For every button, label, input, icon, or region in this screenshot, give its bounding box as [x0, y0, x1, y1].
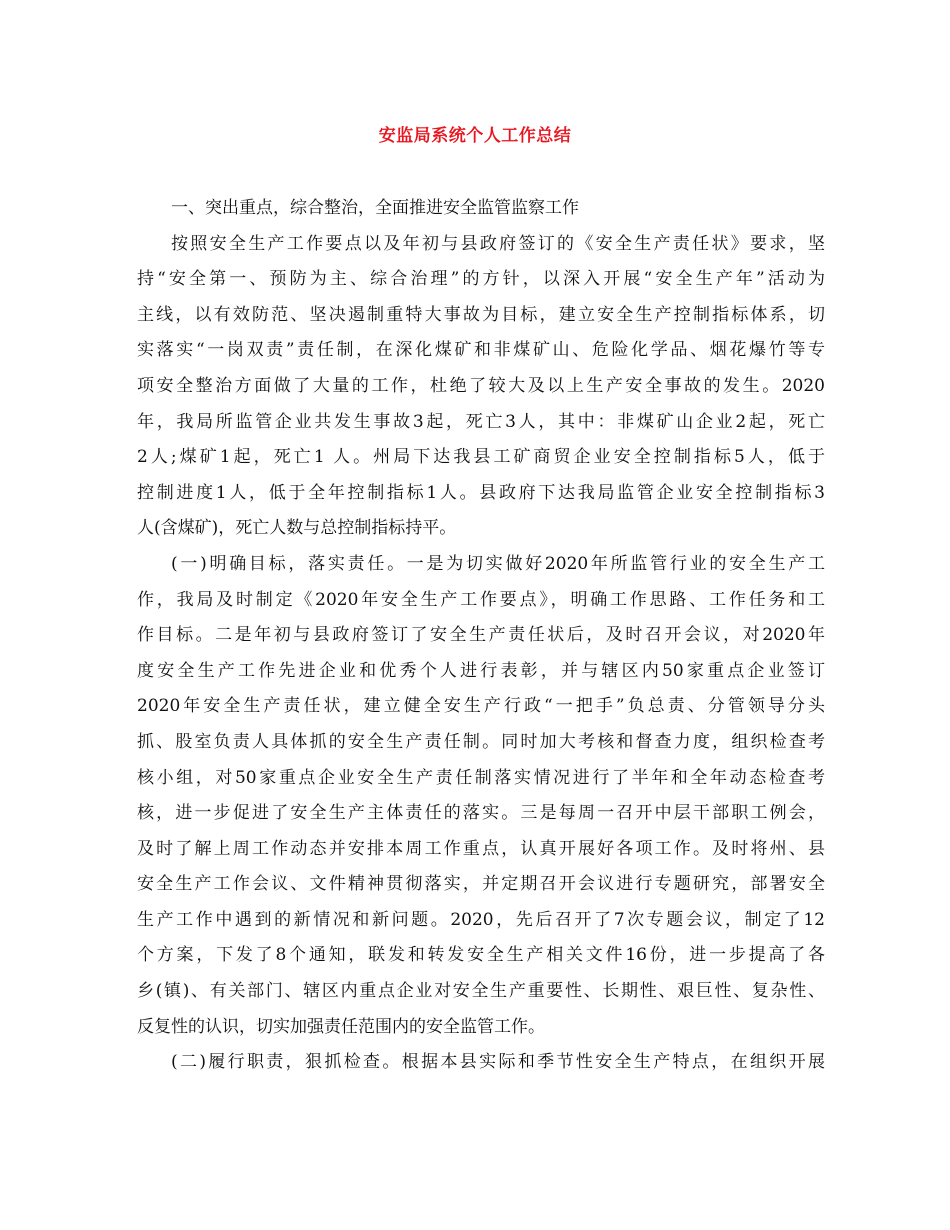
body-text-line: 核，进一步促进了安全生产主体责任的落实。三是每周一召开中层干部职工例会， [137, 803, 825, 824]
body-text-line: 人(含煤矿)，死亡人数与总控制指标持平。 [137, 518, 457, 539]
body-text-line: 年，我局所监管企业共发生事故3起，死亡3人，其中：非煤矿山企业2起，死亡 [137, 411, 825, 432]
body-text-line: 控制进度1人，低于全年控制指标1人。县政府下达我局监管企业安全控制指标3 [137, 482, 825, 503]
body-text-line: 2020年安全生产责任状，建立健全安生产行政“一把手”负总责、分管领导分头 [137, 696, 825, 717]
body-text-line: 度安全生产工作先进企业和优秀个人进行表彰，并与辖区内50家重点企业签订 [137, 660, 825, 681]
body-text-line: 作，我局及时制定《2020年安全生产工作要点》，明确工作思路、工作任务和工 [137, 589, 825, 610]
body-text-line: 主线，以有效防范、坚决遏制重特大事故为目标，建立安全生产控制指标体系，切 [137, 304, 825, 325]
body-text-line: 作目标。二是年初与县政府签订了安全生产责任状后，及时召开会议，对2020年 [137, 625, 825, 646]
body-text-line: 实落实“一岗双责”责任制，在深化煤矿和非煤矿山、危险化学品、烟花爆竹等专 [137, 340, 825, 361]
body-text-line: 及时了解上周工作动态并安排本周工作重点，认真开展好各项工作。及时将州、县 [137, 838, 825, 859]
body-text-line: 生产工作中遇到的新情况和新问题。2020，先后召开了7次专题会议，制定了12 [137, 909, 825, 930]
body-text-line: 乡(镇)、有关部门、辖区内重点企业对安全生产重要性、长期性、艰巨性、复杂性、 [137, 981, 825, 1002]
body-text-line: 持“安全第一、预防为主、综合治理”的方针，以深入开展“安全生产年”活动为 [137, 269, 825, 290]
body-text-line: 按照安全生产工作要点以及年初与县政府签订的《安全生产责任状》要求，坚 [171, 233, 825, 254]
body-text-line: 抓、股室负责人具体抓的安全生产责任制。同时加大考核和督查力度，组织检查考 [137, 731, 825, 752]
body-text-line: 一、突出重点，综合整治，全面推进安全监管监察工作 [171, 198, 579, 218]
body-text-line: (二)履行职责，狠抓检查。根据本县实际和季节性安全生产特点，在组织开展 [171, 1052, 825, 1073]
body-text-line: 个方案，下发了8个通知，联发和转发安全生产相关文件16份，进一步提高了各 [137, 945, 825, 966]
body-text-line: 反复性的认识，切实加强责任范围内的安全监管工作。 [137, 1016, 545, 1037]
body-text-line: 项安全整治方面做了大量的工作，杜绝了较大及以上生产安全事故的发生。2020 [137, 375, 825, 396]
body-text-line: 2人;煤矿1起，死亡1 人。州局下达我县工矿商贸企业安全控制指标5人，低于 [137, 447, 825, 468]
body-text-line: 核小组，对50家重点企业安全生产责任制落实情况进行了半年和全年动态检查考 [137, 767, 825, 788]
body-text-line: (一)明确目标，落实责任。一是为切实做好2020年所监管行业的安全生产工 [171, 553, 825, 574]
document-body [137, 191, 825, 1081]
body-text-line: 安全生产工作会议、文件精神贯彻落实，并定期召开会议进行专题研究，部署安全 [137, 874, 825, 895]
document-title: 安监局系统个人工作总结 [378, 126, 572, 146]
